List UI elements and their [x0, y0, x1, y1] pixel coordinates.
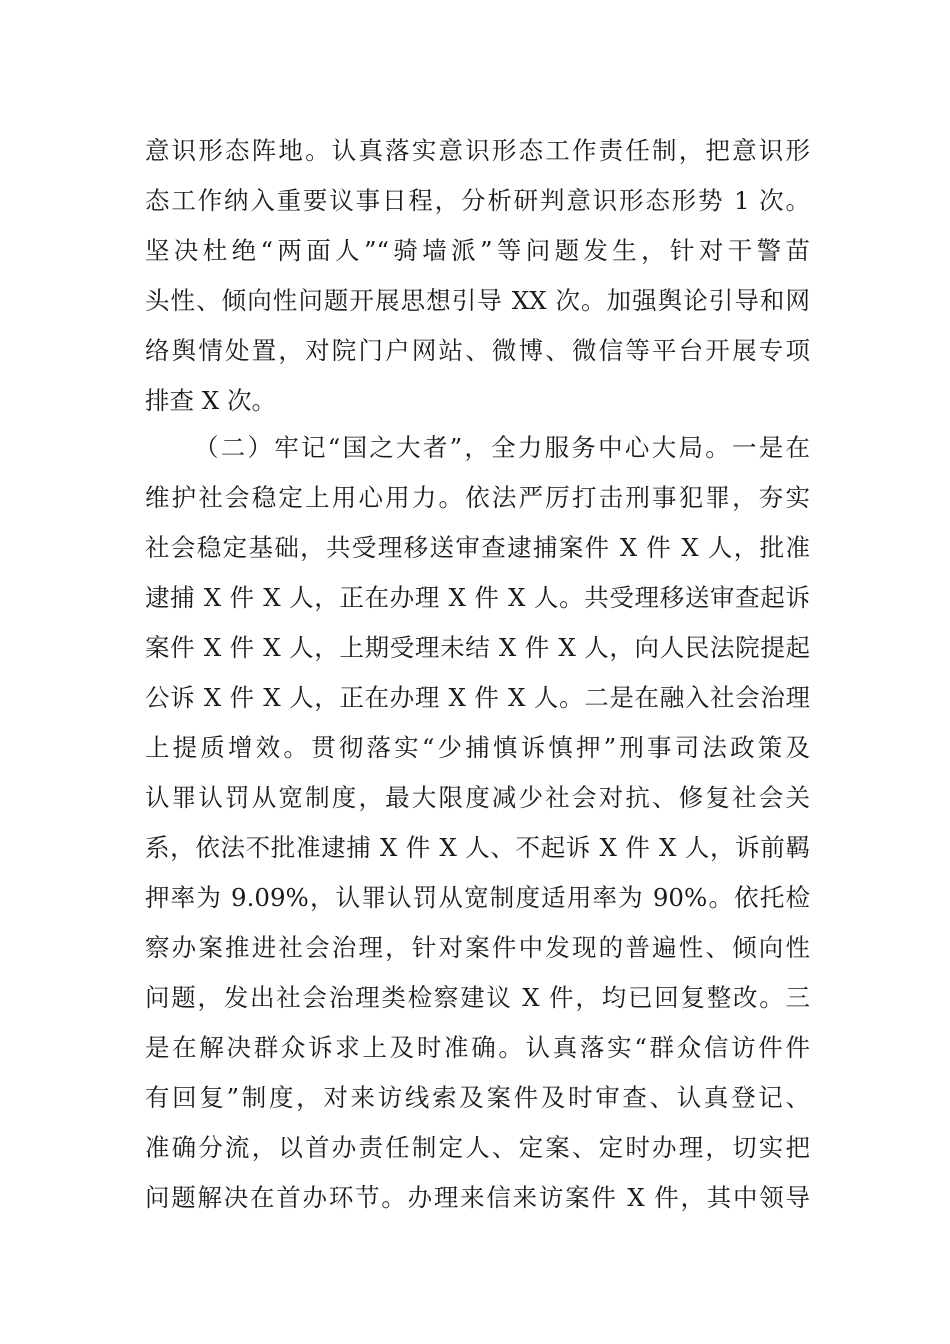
- text-line: 头性、倾向性问题开展思想引导 XX 次。加强舆论引导和网: [145, 286, 810, 315]
- text-line: 认罪认罚从宽制度，最大限度减少社会对抗、修复社会关: [145, 783, 810, 812]
- text-line: 态工作纳入重要议事日程，分析研判意识形态形势 1 次。: [145, 186, 810, 215]
- text-line: 察办案推进社会治理，针对案件中发现的普遍性、倾向性: [145, 933, 810, 962]
- text-line: 系，依法不批准逮捕 X 件 X 人、不起诉 X 件 X 人，诉前羁: [145, 833, 810, 862]
- text-line: 公诉 X 件 X 人，正在办理 X 件 X 人。二是在融入社会治理: [145, 683, 810, 712]
- text-line: 络舆情处置，对院门户网站、微博、微信等平台开展专项: [145, 336, 810, 365]
- text-line: 意识形态阵地。认真落实意识形态工作责任制，把意识形: [145, 136, 810, 165]
- text-line: 有回复”制度，对来访线索及案件及时审查、认真登记、: [145, 1083, 810, 1112]
- text-line: 准确分流，以首办责任制定人、定案、定时办理，切实把: [145, 1133, 810, 1162]
- text-line: 坚决杜绝“两面人”“骑墙派”等问题发生，针对干警苗: [145, 236, 810, 265]
- text-line: 问题，发出社会治理类检察建议 X 件，均已回复整改。三: [145, 983, 810, 1012]
- text-line: 上提质增效。贯彻落实“少捕慎诉慎押”刑事司法政策及: [145, 733, 810, 762]
- text-line: 社会稳定基础，共受理移送审查逮捕案件 X 件 X 人，批准: [145, 533, 810, 562]
- text-line: 押率为 9.09%，认罪认罚从宽制度适用率为 90%。依托检: [145, 883, 810, 912]
- text-line: 是在解决群众诉求上及时准确。认真落实“群众信访件件: [145, 1033, 810, 1062]
- text-line: 维护社会稳定上用心用力。依法严厉打击刑事犯罪，夯实: [145, 483, 810, 512]
- text-line: 问题解决在首办环节。办理来信来访案件 X 件，其中领导: [145, 1183, 810, 1212]
- text-line: 逮捕 X 件 X 人，正在办理 X 件 X 人。共受理移送审查起诉: [145, 583, 810, 612]
- text-line: 案件 X 件 X 人，上期受理未结 X 件 X 人，向人民法院提起: [145, 633, 810, 662]
- section-heading-line: （二）牢记“国之大者”，全力服务中心大局。一是在: [194, 433, 810, 462]
- text-line: 排查 X 次。: [145, 386, 277, 415]
